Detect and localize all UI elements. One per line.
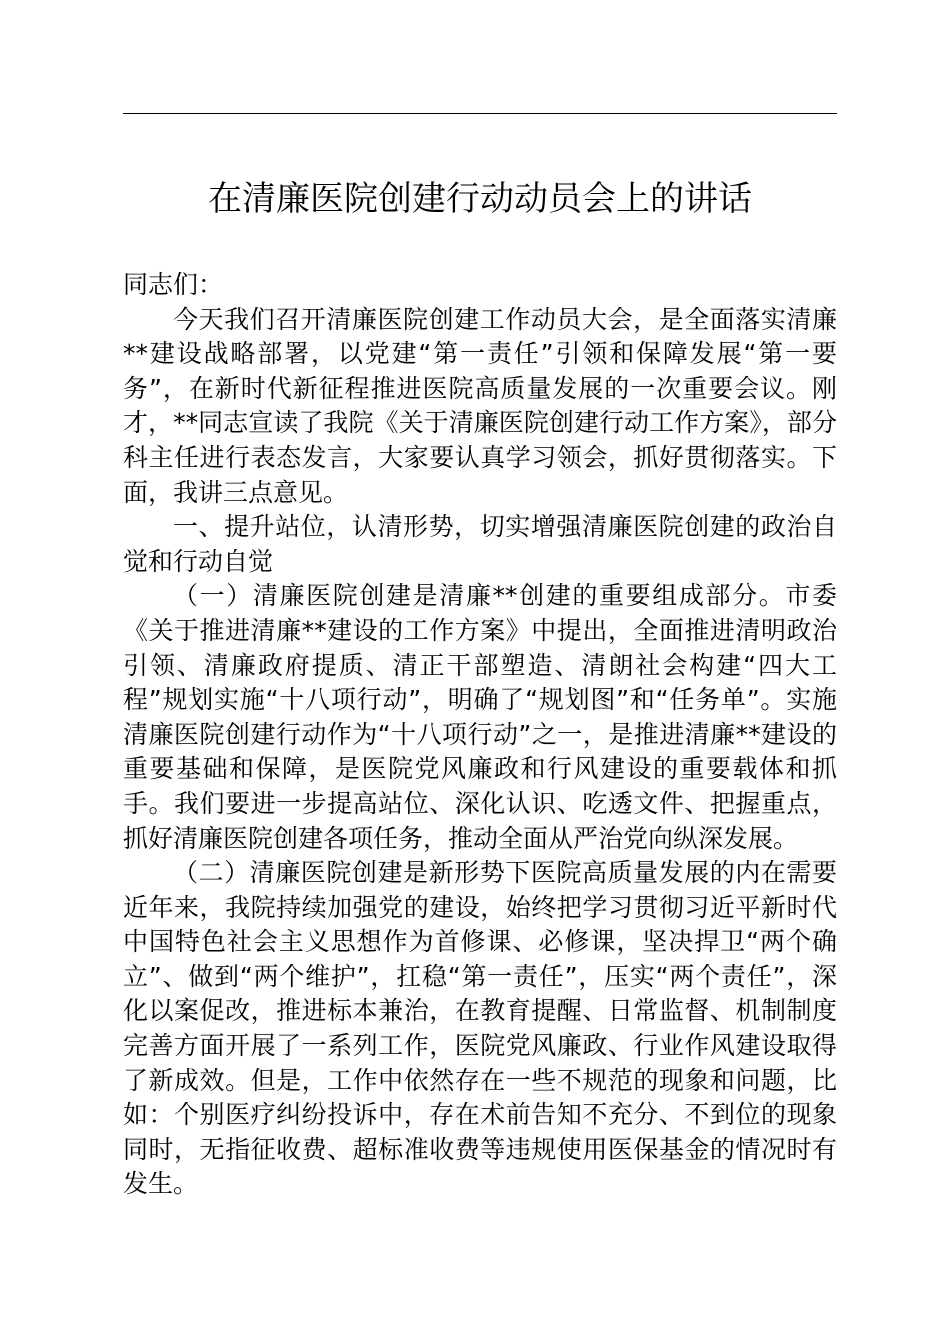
paragraph-subsection-1: （一）清廉医院创建是清廉**创建的重要组成部分。市委《关于推进清廉**建设的工作方案》中提出，全面推进清明政治引领、清廉政府提质、清正干部塑造、清朗社会构建“四大工程”规划实施“十八项行动”，明确了“规划图”和“任务单”。实施清廉医院创建行动作为“十八项行动”之一，是推进清廉**建设的重要基础和保障，是医院党风廉政和行风建设的重要载体和抓手。我们要进一步提高站位、深化认识、吃透文件、把握重点，抓好清廉医院创建各项任务，推动全面从严治党向纵深发展。 <box>123 581 837 853</box>
paragraph-subsection-2: （二）清廉医院创建是新形势下医院高质量发展的内在需要近年来，我院持续加强党的建设，始终把学习贯彻习近平新时代中国特色社会主义思想作为首修课、必修课，坚决捍卫“两个确立”、做到“两个维护”，扛稳“第一责任”，压实“两个责任”，深化以案促改，推进标本兼治，在教育提醒、日常监督、机制制度完善方面开展了一系列工作，医院党风廉政、行业作风建设取得了新成效。但是，工作中依然存在一些不规范的现象和问题，比如：个别医疗纠纷投诉中，存在术前告知不充分、不到位的现象同时，无指征收费、超标准收费等违规使用医保基金的情况时有发生。 <box>123 858 837 1199</box>
paragraph-intro: 今天我们召开清廉医院创建工作动员大会，是全面落实清廉**建设战略部署，以党建“第一责任”引领和保障发展“第一要务”，在新时代新征程推进医院高质量发展的一次重要会议。刚才，**同志宣读了我院《关于清廉医院创建行动工作方案》，部分科主任进行表态发言，大家要认真学习领会，抓好贯彻落实。下面，我讲三点意见。 <box>123 304 837 507</box>
header-rule <box>123 113 837 114</box>
section-heading-1: 一、提升站位，认清形势，切实增强清廉医院创建的政治自觉和行动自觉 <box>123 512 837 576</box>
salutation: 同志们： <box>123 270 224 299</box>
document-body <box>123 268 837 1202</box>
document-title: 在清廉医院创建行动动员会上的讲话 <box>208 179 752 219</box>
